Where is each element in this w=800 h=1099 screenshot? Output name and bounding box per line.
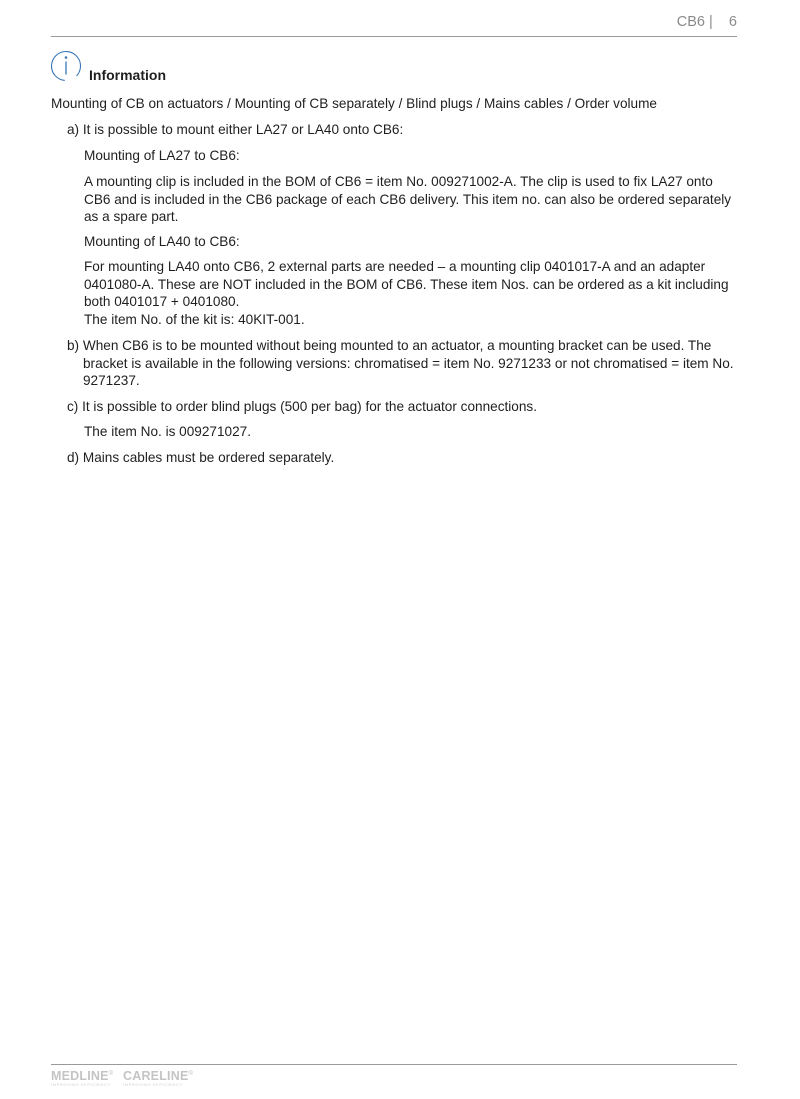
page-header [51, 12, 737, 37]
header-label [677, 14, 737, 32]
info-circle-icon [50, 50, 82, 82]
page-number: 6 [728, 14, 737, 30]
medline-logo: MEDLINE® [51, 1069, 114, 1084]
item-c: c) It is possible to order blind plugs (500 per bag) for the actuator connections. [67, 399, 537, 414]
intro-text: Mounting of CB on actuators / Mounting of CB separately / Blind plugs / Mains cables / Order volume [51, 96, 657, 111]
careline-logo: CARELINE® [123, 1069, 194, 1084]
item-a: a) It is possible to mount either LA27 or LA40 onto CB6: [67, 122, 404, 137]
la27-body: A mounting clip is included in the BOM of CB6 = item No. 009271002-A. The clip is used to fix LA27 onto CB6 and is included in the CB6 package of each CB6 delivery. This item no. can also be ordered separately as a spare part. [84, 174, 732, 224]
la40-kit: The item No. of the kit is: 40KIT-001. [84, 312, 305, 327]
careline-tagline: IMPROVING EFFICIENCY [123, 1082, 183, 1087]
item-b: b) When CB6 is to be mounted without being mounted to an actuator, a mounting bracket can be used. The bracket is available in the following versions: chromatised = item No. 9271233 or not chromatised = item No. 9271237. [67, 338, 734, 388]
item-d: d) Mains cables must be ordered separately. [67, 450, 335, 465]
medline-tagline: IMPROVING EFFICIENCY [51, 1082, 111, 1087]
doc-label: CB6 | [676, 14, 713, 30]
la40-body: For mounting LA40 onto CB6, 2 external parts are needed – a mounting clip 0401017-A and an adapter 0401080-A. These are NOT included in the BOM of CB6. These item Nos. can be ordered as a kit including both 0401017 + 0401080. [84, 259, 729, 309]
la27-heading: Mounting of LA27 to CB6: [84, 148, 240, 163]
la40-heading: Mounting of LA40 to CB6: [84, 234, 240, 249]
item-c-number: The item No. is 009271027. [84, 424, 252, 439]
footer-rule [51, 1064, 737, 1065]
info-title: Information [89, 67, 166, 83]
